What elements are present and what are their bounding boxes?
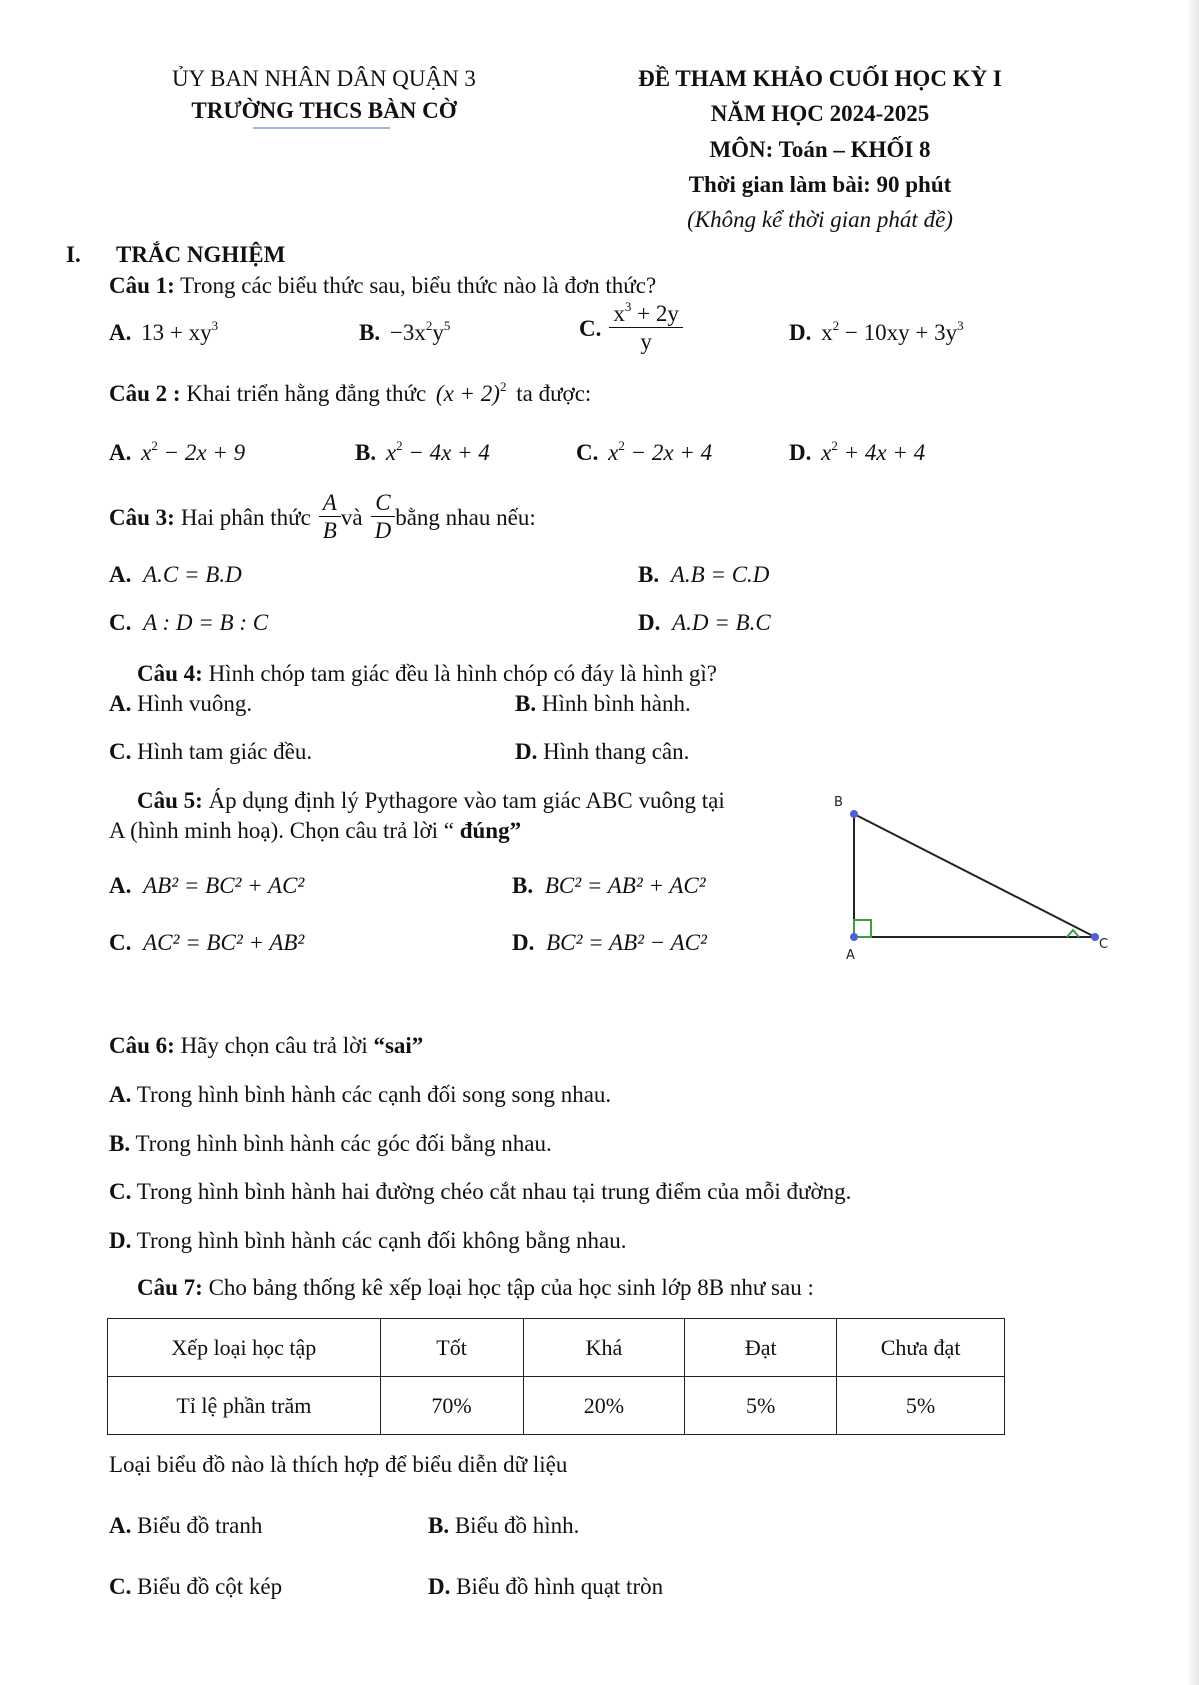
q5-d-text: BC² = AB² − AC² [546, 930, 707, 955]
label-c: C [1099, 937, 1109, 952]
q2-option-a [109, 440, 245, 466]
header-school: TRƯỜNG THCS BÀN CỜ [191, 98, 457, 123]
right-triangle-figure [820, 790, 1120, 970]
q5-text-bold: đúng” [453, 818, 522, 843]
q3-fraction-cd [371, 490, 396, 546]
q2-a-label: A. [109, 440, 132, 465]
q7-text: Cho bảng thống kê xếp loại học tập của học sinh lớp 8B như sau : [208, 1275, 814, 1300]
q7-d-label: D. [428, 1574, 451, 1599]
header-exam-title: ĐỀ THAM KHẢO CUỐI HỌC KỲ I [638, 66, 1002, 91]
q3-option-a [109, 562, 242, 588]
q6-d-label: D. [109, 1228, 132, 1253]
table-cell: Đạt [685, 1319, 837, 1377]
header-school-year: NĂM HỌC 2024-2025 [710, 101, 930, 126]
q4-d-label: D. [515, 739, 538, 764]
q4-stem [137, 661, 717, 687]
q2-expr-base: (x + 2) [435, 381, 500, 406]
q2-b-label: B. [355, 440, 377, 465]
q7-d-text: Biểu đồ hình quạt tròn [456, 1574, 664, 1599]
table-cell: Khá [523, 1319, 685, 1377]
q4-option-b [515, 691, 691, 717]
q7-a-label: A. [109, 1513, 132, 1538]
q5-d-label: D. [512, 930, 535, 955]
q7-option-c [109, 1574, 282, 1600]
q7-option-a [109, 1513, 262, 1539]
q1-option-a [109, 320, 218, 346]
q4-b-label: B. [515, 691, 537, 716]
q2-a-exp: 2 [151, 438, 158, 453]
q3-f1-den: B [322, 518, 337, 544]
q3-option-c [109, 610, 268, 636]
q5-text-line2: A (hình minh hoạ). Chọn câu trả lời “ [109, 818, 454, 843]
header-district: ỦY BAN NHÂN DÂN QUẬN 3 [172, 66, 476, 91]
q2-option-c [576, 440, 712, 466]
q1-c-num-pre: x [613, 301, 625, 326]
section-title: TRẮC NGHIỆM [116, 242, 286, 267]
q1-a-exp: 3 [211, 318, 219, 333]
q3-label: Câu 3: [109, 505, 175, 531]
q7-b-label: B. [428, 1513, 450, 1538]
q3-text-post: bằng nhau nếu: [395, 505, 536, 531]
q4-a-label: A. [109, 691, 132, 716]
q2-c-exp: 2 [618, 438, 625, 453]
q2-a-post: − 2x + 9 [157, 440, 246, 465]
q2-text-post: ta được: [516, 381, 592, 406]
q1-b-exp1: 2 [425, 318, 433, 333]
q2-d-label: D. [789, 440, 812, 465]
q6-text: Hãy chọn câu trả lời [174, 1033, 374, 1058]
q5-label: Câu 5: [137, 788, 203, 813]
q4-a-text: Hình vuông. [137, 691, 253, 716]
q2-b-exp: 2 [396, 438, 403, 453]
point-c [1091, 933, 1099, 941]
q2-expr-exp: 2 [499, 379, 507, 394]
q4-c-label: C. [109, 739, 132, 764]
q1-b-exp2: 5 [443, 318, 451, 333]
q2-d-post: + 4x + 4 [837, 440, 926, 465]
header-subject: MÔN: Toán – KHỐI 8 [709, 137, 931, 162]
q3-d-label: D. [638, 610, 661, 635]
q1-c-num-post: + 2y [631, 301, 679, 326]
q1-d-pre: x [821, 320, 833, 345]
q7-label: Câu 7: [137, 1275, 203, 1300]
q1-b-pre: −3x [389, 320, 426, 345]
q3-b-label: B. [638, 562, 660, 587]
q3-option-d [638, 610, 771, 636]
table-cell: Chưa đạt [837, 1319, 1005, 1377]
q1-option-c [579, 301, 683, 357]
q4-label: Câu 4: [137, 661, 203, 686]
q4-c-text: Hình tam giác đều. [137, 739, 313, 764]
q1-b-label: B. [359, 320, 381, 345]
q3-option-b [638, 562, 769, 588]
segment-bc [854, 814, 1095, 937]
q1-c-fraction [609, 301, 682, 357]
q2-c-post: − 2x + 4 [624, 440, 713, 465]
q5-stem-line1 [137, 788, 725, 814]
q2-b-pre: x [385, 440, 397, 465]
q3-f1-num: A [319, 490, 341, 517]
q3-fraction-ab [319, 490, 341, 546]
q3-f2-num: C [371, 490, 394, 517]
q3-stem [109, 490, 536, 546]
q7-question: Loại biểu đồ nào là thích hợp để biểu diễn dữ liệu [109, 1452, 568, 1477]
q1-d-mid: − 10xy + 3y [839, 320, 958, 345]
q1-c-label: C. [579, 316, 602, 342]
q2-d-pre: x [821, 440, 832, 465]
q2-label: Câu 2 : [109, 381, 181, 406]
header-note: (Không kể thời gian phát đề) [687, 207, 953, 232]
q6-a-label: A. [109, 1082, 132, 1107]
q3-f2-den: D [374, 518, 392, 544]
q6-stem [109, 1033, 423, 1059]
q7-stem [137, 1275, 814, 1301]
q6-label: Câu 6: [109, 1033, 175, 1058]
table-row [108, 1377, 1005, 1435]
table-row [108, 1319, 1005, 1377]
table-cell: 70% [380, 1377, 523, 1435]
table-cell: 5% [685, 1377, 837, 1435]
q5-a-text: AB² = BC² + AC² [143, 873, 305, 898]
table-cell: Tốt [380, 1319, 523, 1377]
q4-d-text: Hình thang cân. [543, 739, 690, 764]
point-b [850, 810, 858, 818]
q7-c-label: C. [109, 1574, 132, 1599]
table-cell: 20% [523, 1377, 685, 1435]
q5-text-line1: Áp dụng định lý Pythagore vào tam giác ABC vuông tại [208, 788, 725, 813]
q3-c-label: C. [109, 610, 132, 635]
point-a [850, 933, 858, 941]
q2-c-pre: x [608, 440, 619, 465]
q3-a-label: A. [109, 562, 132, 587]
q1-a-expr: 13 + xy [141, 320, 212, 345]
q1-a-label: A. [109, 320, 132, 345]
q6-option-a [109, 1082, 611, 1108]
q5-c-label: C. [109, 930, 132, 955]
q6-option-d [109, 1228, 626, 1254]
q5-option-c [109, 930, 304, 956]
angle-mark-c [1067, 930, 1079, 937]
q1-d-label: D. [789, 320, 812, 345]
school-underline [253, 127, 390, 129]
q2-c-label: C. [576, 440, 599, 465]
q3-b-text: A.B = C.D [670, 562, 770, 587]
q7-a-text: Biểu đồ tranh [137, 1513, 263, 1538]
q7-option-d [428, 1574, 663, 1600]
q1-stem [109, 273, 656, 299]
q3-a-text: A.C = B.D [143, 562, 242, 587]
q4-option-d [515, 739, 689, 765]
q7-b-text: Biểu đồ hình. [454, 1513, 580, 1538]
q6-c-label: C. [109, 1179, 132, 1204]
q3-and: và [340, 505, 363, 531]
q2-text-pre: Khai triển hằng đẳng thức [186, 381, 427, 406]
q4-option-a [109, 691, 252, 717]
q2-d-exp: 2 [831, 438, 838, 453]
q2-option-b [355, 440, 490, 466]
q4-option-c [109, 739, 312, 765]
q5-option-a [109, 873, 304, 899]
label-a: A [846, 948, 855, 963]
q6-option-c [109, 1179, 851, 1205]
q6-d-text: Trong hình bình hành các cạnh đối không bằng nhau. [136, 1228, 627, 1253]
q1-option-b [359, 320, 450, 346]
table-cell: Tỉ lệ phần trăm [108, 1377, 381, 1435]
q1-d-exp1: 2 [832, 318, 840, 333]
q4-text: Hình chóp tam giác đều là hình chóp có đáy là hình gì? [208, 661, 717, 686]
q5-option-b [512, 873, 706, 899]
statistics-table [107, 1318, 1005, 1435]
q2-a-pre: x [141, 440, 152, 465]
q5-option-d [512, 930, 707, 956]
table-cell: Xếp loại học tập [108, 1319, 381, 1377]
q5-a-label: A. [109, 873, 132, 898]
q6-b-text: Trong hình bình hành các góc đối bằng nhau. [135, 1131, 552, 1156]
q5-b-label: B. [512, 873, 534, 898]
q2-option-d [789, 440, 925, 466]
q2-stem [109, 381, 591, 407]
q1-d-exp2: 3 [957, 318, 964, 333]
label-b: B [834, 795, 843, 810]
q6-option-b [109, 1131, 552, 1157]
q7-option-b [428, 1513, 579, 1539]
table-cell: 5% [837, 1377, 1005, 1435]
page-edge-shadow [1189, 0, 1199, 1685]
q7-c-text: Biểu đồ cột kép [137, 1574, 283, 1599]
q2-b-post: − 4x + 4 [402, 440, 490, 465]
q5-stem-line2 [109, 818, 521, 844]
q3-text-pre: Hai phân thức [180, 505, 311, 531]
q6-b-label: B. [109, 1131, 131, 1156]
q6-c-text: Trong hình bình hành hai đường chéo cắt nhau tại trung điểm của mỗi đường. [136, 1179, 852, 1204]
q1-b-mid: y [432, 320, 444, 345]
q1-text: Trong các biểu thức sau, biểu thức nào là đơn thức? [180, 273, 657, 298]
q6-text-bold: “sai” [373, 1033, 424, 1058]
q5-c-text: AC² = BC² + AB² [143, 930, 305, 955]
q3-c-text: A : D = B : C [143, 610, 269, 635]
q3-d-text: A.D = B.C [672, 610, 771, 635]
q1-option-d [789, 320, 964, 346]
q1-c-den: y [640, 329, 652, 355]
header-duration: Thời gian làm bài: 90 phút [688, 172, 952, 197]
section-number: I. [66, 242, 81, 267]
q5-b-text: BC² = AB² + AC² [544, 873, 706, 898]
q6-a-text: Trong hình bình hành các cạnh đối song song nhau. [136, 1082, 612, 1107]
q4-b-text: Hình bình hành. [541, 691, 691, 716]
q1-label: Câu 1: [109, 273, 175, 298]
q1-c-num-exp: 3 [624, 299, 632, 314]
